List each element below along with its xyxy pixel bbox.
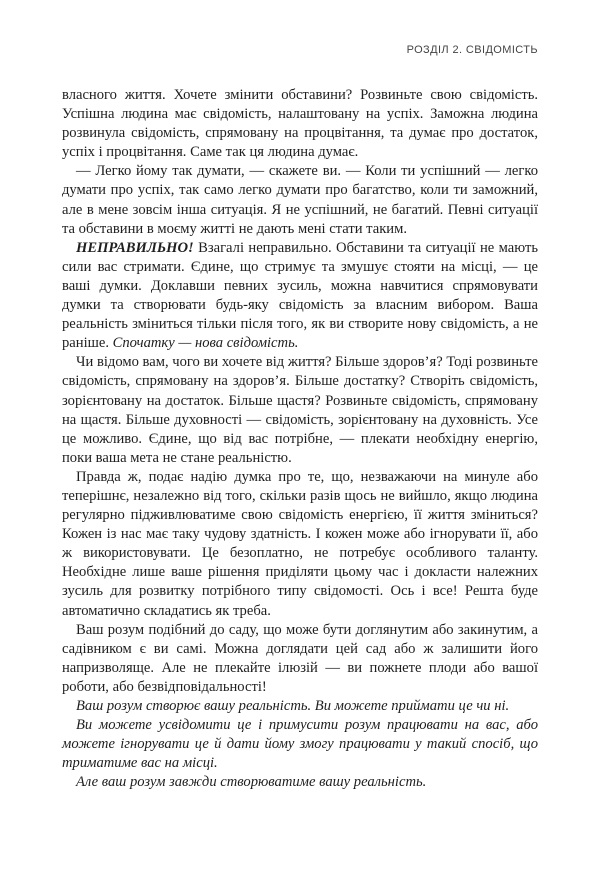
paragraph-4: Чи відомо вам, чого ви хочете від життя? Більше здоров’я? Тоді розвиньте свідомість, спрямовану на здоров’я. Більше достатку? Створіть свідомість, зорієнтовану на достаток. Більше щастя? Розвиньте свідомість, спрямовану на щастя. Більше духовності — свідомість, зорієнтовану на духовність. Усе це можливо. Єдине, що від вас потрібне, — плекати необхідну енергію, поки ваша мета не стане реальністю. [62, 354, 538, 466]
paragraph-6: Ваш розум подібний до саду, що може бути доглянутим або закинутим, а садівником є ви самі. Можна доглядати цей сад або ж залишити його напризволяще. Але не плекайте ілюзій — ви пожнете плоди або вашої роботи, або безвідповідальності! [62, 621, 538, 695]
running-header: РОЗДІЛ 2. СВІДОМІСТЬ [406, 44, 538, 56]
paragraph-2: — Легко йому так думати, — скажете ви. — Коли ти успішний — легко думати про успіх, так само легко думати про багатство, коли ти заможний, але в мене зовсім інша ситуація. Я не успішний, не багатий. Певні ситуації та обставини в моєму житті не дають мені стати таким. [62, 163, 538, 237]
paragraph-7: Ваш розум створює вашу реальність. Ви можете приймати це чи ні. [76, 698, 510, 714]
paragraph-3 [62, 239, 538, 354]
body-text [62, 86, 538, 792]
paragraph-3-italic: Спочатку — нова свідомість. [112, 335, 299, 352]
paragraph-9: Але ваш розум завжди створюватиме вашу реальність. [76, 774, 427, 791]
paragraph-3-text: Взагалі неправильно. Обставини та ситуації не мають сили вас стримати. Єдине, що стримує та змушує стояти на місці, — це ваші думки. Доклавши певних зусиль, можна навчитися спрямовувати думки та створювати будь-яку свідомість за власним вибором. Ваша реальність зміниться тільки після того, як ви створите нову свідомість, а не раніше. [62, 239, 538, 352]
paragraph-5: Правда ж, подає надію думка про те, що, незважаючи на минуле або теперішнє, незалежно від того, скільки разів щось не вийшло, якщо людина регулярно підживлюватиме свою свідомість енергією, її життя зміниться? Кожен із нас має таку чудову здатність. І кожен може або ігнорувати її, або ж використовувати. Це безоплатно, не потребує особливого таланту. Необхідне лише ваше рішення приділяти цьому час і докласти належних зусиль для розвитку потрібного типу свідомості. Ось і все! Решта буде автоматично складатись як треба. [62, 468, 538, 619]
emphasis-wrong: НЕПРАВИЛЬНО! [76, 239, 194, 256]
paragraph-1: власного життя. Хочете змінити обставини? Розвиньте свою свідомість. Успішна людина має свідомість, налаштовану на успіх. Заможна людина розвинула свідомість, спрямовану на процвітання, та думає про достаток, успіх і процвітання. Саме так ця людина думає. [62, 87, 538, 161]
paragraph-8: Ви можете усвідомити це і примусити розум працювати на вас, або можете ігнорувати це й дати йому змогу працювати у такий спосіб, що триматиме вас на місці. [62, 717, 538, 772]
